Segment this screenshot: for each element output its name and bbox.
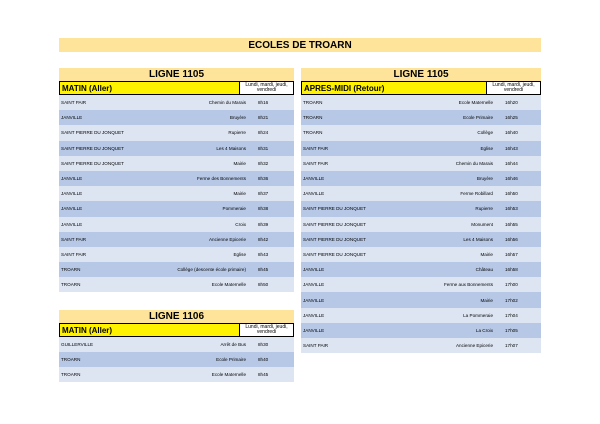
- stop-cell: Bruyère: [476, 176, 493, 182]
- time-cell: 16h40: [505, 130, 518, 136]
- commune-cell: JANVILLE: [61, 115, 83, 121]
- commune-cell: TROARN: [61, 282, 81, 288]
- commune-cell: JANVILLE: [303, 312, 325, 318]
- time-cell: 16h57: [505, 251, 518, 257]
- stop-cell: Ecole Maternelle: [211, 372, 246, 377]
- stop-cell: La Pommeraie: [463, 312, 493, 318]
- block-title: LIGNE 1106: [59, 310, 294, 323]
- commune-cell: TROARN: [61, 372, 81, 377]
- commune-cell: SAINT PAIR: [303, 145, 329, 151]
- commune-cell: TROARN: [303, 130, 323, 136]
- table-row: [59, 352, 294, 367]
- commune-cell: JANVILLE: [61, 221, 83, 227]
- table-row: [59, 247, 294, 262]
- time-cell: 16h20: [505, 100, 518, 106]
- time-cell: 16h56: [505, 236, 518, 242]
- commune-cell: JANVILLE: [303, 282, 325, 288]
- days-label: Lundi, mardi, jeudi, vendredi: [245, 81, 288, 93]
- time-cell: 17h05: [505, 327, 518, 333]
- commune-cell: TROARN: [303, 100, 323, 106]
- time-cell: 16h46: [505, 176, 518, 182]
- time-cell: 8h38: [258, 206, 269, 212]
- stop-cell: Monument: [471, 221, 493, 227]
- commune-cell: JANVILLE: [61, 206, 83, 212]
- stop-cell: Ferme Robillard: [460, 191, 493, 197]
- stop-cell: Ancienne Epicerie: [455, 343, 493, 349]
- stop-cell: Mairie: [480, 297, 493, 303]
- stop-cell: Croix: [235, 221, 246, 227]
- block-header: [59, 323, 294, 337]
- stop-cell: Château: [475, 267, 493, 273]
- ligne-1105-matin-table: [59, 68, 294, 292]
- ligne-1106-matin-table: [59, 310, 294, 382]
- table-row: [59, 110, 294, 125]
- commune-cell: SAINT PAIR: [61, 236, 87, 242]
- commune-cell: SAINT PIERRE DU JONQUET: [61, 145, 124, 151]
- table-row: [59, 141, 294, 156]
- table-body: [59, 337, 294, 382]
- time-cell: 17h02: [505, 297, 518, 303]
- commune-cell: TROARN: [61, 357, 81, 362]
- table-row: [59, 367, 294, 382]
- time-cell: 16h50: [505, 191, 518, 197]
- table-row: [301, 308, 541, 323]
- stop-cell: Pommeraie: [222, 206, 246, 212]
- table-row: [301, 125, 541, 140]
- commune-cell: JANVILLE: [61, 176, 83, 182]
- table-row: [59, 277, 294, 292]
- commune-cell: JANVILLE: [303, 176, 325, 182]
- commune-cell: JANVILLE: [303, 297, 325, 303]
- table-row: [301, 262, 541, 277]
- table-row: [59, 232, 294, 247]
- table-row: [301, 95, 541, 110]
- commune-cell: SAINT PIERRE DU JONQUET: [61, 130, 124, 136]
- table-row: [301, 292, 541, 307]
- stop-cell: Eglise: [233, 251, 246, 257]
- table-row: [301, 232, 541, 247]
- stop-cell: Ecole Primaire: [216, 357, 246, 362]
- stop-cell: Mairie: [233, 160, 246, 166]
- period-label: APRES-MIDI (Retour): [302, 82, 487, 94]
- commune-cell: SAINT PAIR: [61, 251, 87, 257]
- commune-cell: JANVILLE: [303, 327, 325, 333]
- ligne-1105-apres-midi-table: [301, 68, 541, 353]
- time-cell: 8h31: [258, 145, 269, 151]
- commune-cell: TROARN: [61, 267, 81, 273]
- table-row: [59, 262, 294, 277]
- table-row: [59, 125, 294, 140]
- table-body: [301, 95, 541, 353]
- commune-cell: SAINT PIERRE DU JONQUET: [303, 236, 366, 242]
- time-cell: 8h42: [258, 236, 269, 242]
- table-row: [301, 156, 541, 171]
- time-cell: 17h07: [505, 343, 518, 349]
- stop-cell: Arrêt de Bus: [220, 342, 246, 347]
- time-cell: 8h37: [258, 191, 269, 197]
- stop-cell: Collège: [477, 130, 493, 136]
- time-cell: 8h40: [258, 357, 269, 362]
- table-row: [59, 201, 294, 216]
- period-label: MATIN (Aller): [60, 324, 240, 336]
- time-cell: 16h25: [505, 115, 518, 121]
- days-label: Lundi, mardi, jeudi, vendredi: [245, 323, 288, 335]
- commune-cell: SAINT PIERRE DU JONQUET: [303, 221, 366, 227]
- time-cell: 17h00: [505, 282, 518, 288]
- table-row: [301, 201, 541, 216]
- commune-cell: JANVILLE: [303, 191, 325, 197]
- block-header: [301, 81, 541, 95]
- stop-cell: Eglise: [480, 145, 493, 151]
- time-cell: 8h50: [258, 282, 269, 288]
- stop-cell: Chemin du Marais: [208, 100, 246, 106]
- commune-cell: SAINT PIERRE DU JONQUET: [61, 160, 124, 166]
- commune-cell: TROARN: [303, 115, 323, 121]
- commune-cell: SAINT PIERRE DU JONQUET: [303, 206, 366, 212]
- time-cell: 16h43: [505, 145, 518, 151]
- stop-cell: Ferme des Bonnements: [196, 176, 246, 182]
- commune-cell: SAINT PAIR: [303, 160, 329, 166]
- stop-cell: Chemin du Marais: [455, 160, 493, 166]
- stop-cell: La Croix: [475, 327, 493, 333]
- block-header: [59, 81, 294, 95]
- commune-cell: SAINT PAIR: [61, 100, 87, 106]
- commune-cell: SAINT PIERRE DU JONQUET: [303, 251, 366, 257]
- table-row: [301, 338, 541, 353]
- time-cell: 8h43: [258, 251, 269, 257]
- days-label: Lundi, mardi, jeudi, vendredi: [492, 81, 535, 93]
- time-cell: 17h04: [505, 312, 518, 318]
- table-row: [301, 277, 541, 292]
- stop-cell: Ferme aux Bonnements: [443, 282, 493, 288]
- time-cell: 16h58: [505, 267, 518, 273]
- table-row: [59, 217, 294, 232]
- time-cell: 16h55: [505, 221, 518, 227]
- stop-cell: Les 4 Maisons: [463, 236, 493, 242]
- time-cell: 8h32: [258, 160, 269, 166]
- commune-cell: JANVILLE: [61, 191, 83, 197]
- table-body: [59, 95, 294, 292]
- block-title: LIGNE 1105: [59, 68, 294, 81]
- table-row: [59, 156, 294, 171]
- time-cell: 8h30: [258, 342, 269, 347]
- stop-cell: Ecole Maternelle: [211, 282, 246, 288]
- stop-cell: Ecole Primaire: [463, 115, 493, 121]
- stop-cell: Rupierre: [228, 130, 246, 136]
- stop-cell: Les 4 Maisons: [216, 145, 246, 151]
- table-row: [59, 95, 294, 110]
- commune-cell: JANVILLE: [303, 267, 325, 273]
- stop-cell: Collège (descente école primaire): [177, 267, 246, 273]
- time-cell: 8h36: [258, 176, 269, 182]
- table-row: [59, 171, 294, 186]
- time-cell: 8h45: [258, 372, 269, 377]
- table-row: [59, 337, 294, 352]
- table-row: [301, 217, 541, 232]
- table-row: [301, 110, 541, 125]
- commune-cell: SAINT PAIR: [303, 343, 329, 349]
- time-cell: 16h53: [505, 206, 518, 212]
- period-label: MATIN (Aller): [60, 82, 240, 94]
- time-cell: 8h16: [258, 100, 269, 106]
- table-row: [59, 186, 294, 201]
- commune-cell: GUILLERVILLE: [61, 342, 94, 347]
- stop-cell: Ancienne Epicerie: [208, 236, 246, 242]
- table-row: [301, 171, 541, 186]
- stop-cell: Mairie: [480, 251, 493, 257]
- time-cell: 8h24: [258, 130, 269, 136]
- stop-cell: Mairie: [233, 191, 246, 197]
- stop-cell: Ecole Maternelle: [458, 100, 493, 106]
- table-row: [301, 247, 541, 262]
- block-title: LIGNE 1105: [301, 68, 541, 81]
- table-row: [301, 186, 541, 201]
- time-cell: 16h44: [505, 160, 518, 166]
- time-cell: 8h21: [258, 115, 269, 121]
- table-row: [301, 141, 541, 156]
- time-cell: 8h39: [258, 221, 269, 227]
- time-cell: 8h45: [258, 267, 269, 273]
- stop-cell: Bruyère: [229, 115, 246, 121]
- table-row: [301, 323, 541, 338]
- page-title: ECOLES DE TROARN: [59, 38, 541, 52]
- stop-cell: Rupierre: [475, 206, 493, 212]
